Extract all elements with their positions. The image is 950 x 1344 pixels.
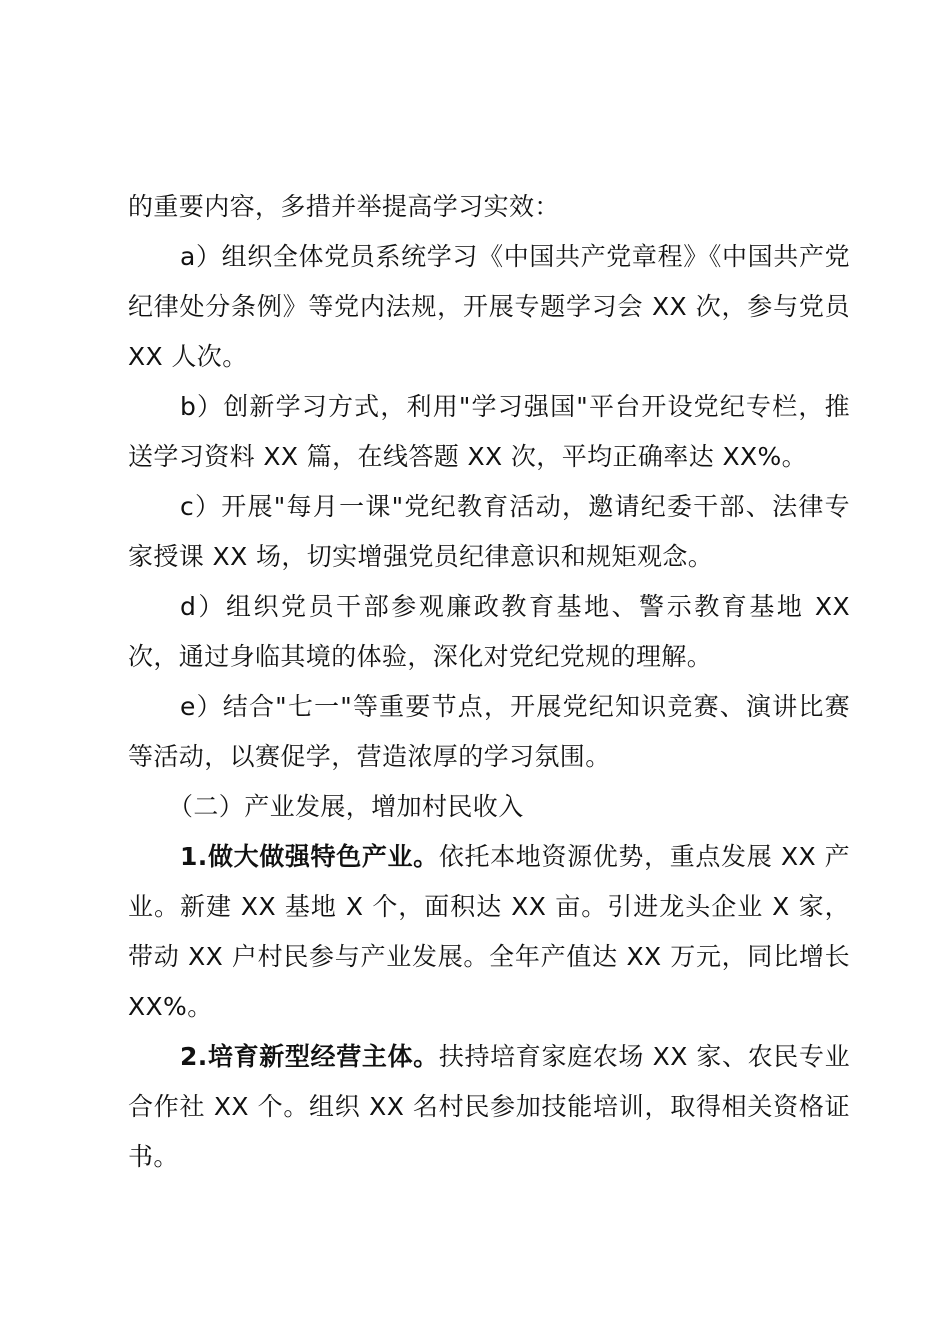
paragraph-item-a: a）组织全体党员系统学习《中国共产党章程》《中国共产党纪律处分条例》等党内法规，开展专题学习会 XX 次，参与党员 XX 人次。 [128, 242, 850, 371]
paragraph-continuation: 的重要内容，多措并举提高学习实效： [128, 192, 560, 221]
paragraph-item-c: c）开展"每月一课"党纪教育活动，邀请纪委干部、法律专家授课 XX 场，切实增强党员纪律意识和规矩观念。 [128, 492, 850, 571]
point-2-lead: 2.培育新型经营主体。 [180, 1042, 439, 1071]
paragraph-item-b: b）创新学习方式，利用"学习强国"平台开设党纪专栏，推送学习资料 XX 篇，在线答题 XX 次，平均正确率达 XX%。 [128, 392, 850, 471]
point-1-lead: 1.做大做强特色产业。 [180, 842, 439, 871]
paragraph-item-e: e）结合"七一"等重要节点，开展党纪知识竞赛、演讲比赛等活动，以赛促学，营造浓厚的学习氛围。 [128, 692, 850, 771]
section-subheading: （二）产业发展，增加村民收入 [168, 792, 524, 821]
paragraph-point-1 [128, 832, 850, 1032]
point-1-text: 依托本地资源优势，重点发展 XX 产业。新建 XX 基地 X 个，面积达 XX 亩。引进龙头企业 X 家，带动 XX 户村民参与产业发展。全年产值达 XX 万元，同比增长 XX%。 [128, 842, 850, 1021]
document-body [128, 182, 850, 1182]
paragraph-item-d: d）组织党员干部参观廉政教育基地、警示教育基地 XX 次，通过身临其境的体验，深化对党纪党规的理解。 [128, 592, 850, 671]
paragraph-point-2 [128, 1032, 850, 1182]
point-2-text: 扶持培育家庭农场 XX 家、农民专业合作社 XX 个。组织 XX 名村民参加技能培训，取得相关资格证书。 [128, 1042, 850, 1171]
